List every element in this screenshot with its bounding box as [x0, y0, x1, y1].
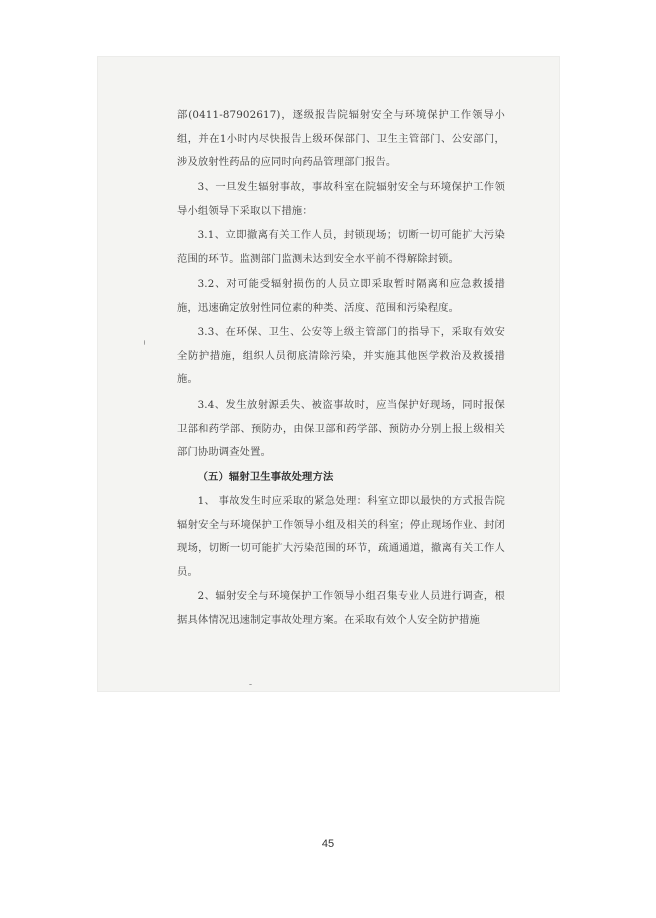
paragraph-investigation: 2、辐射安全与环境保护工作领导小组召集专业人员进行调查，根据具体情况迅速制定事故处理方案。在采取有效个人安全防护措施 — [177, 590, 505, 626]
document-body — [97, 56, 560, 692]
paragraph-measure-3-2: 3.2、对可能受辐射损伤的人员立即采取暂时隔离和应急救援措施，迅速确定放射性同位素的种类、活度、范围和污染程度。 — [177, 278, 505, 314]
paragraph-measures-intro: 3、一旦发生辐射事故，事故科室在院辐射安全与环境保护工作领导小组领导下采取以下措施： — [177, 181, 505, 217]
paragraph-measure-3-1: 3.1、立即撤离有关工作人员，封锁现场；切断一切可能扩大污染范围的环节。监测部门监测未达到安全水平前不得解除封锁。 — [177, 229, 505, 265]
page-number: 45 — [321, 838, 335, 850]
scan-speck — [144, 340, 145, 345]
paragraph-measure-3-4: 3.4、发生放射源丢失、被盗事故时，应当保护好现场，同时报保卫部和药学部、预防办，由保卫部和药学部、预防办分别上报上级相关部门协助调查处置。 — [177, 399, 505, 459]
section-heading: （五）辐射卫生事故处理方法 — [197, 471, 334, 483]
scan-speck — [249, 684, 252, 685]
paragraph-emergency-handling: 1、 事故发生时应采取的紧急处理：科室立即以最快的方式报告院辐射安全与环境保护工作领导小组及相关的科室；停止现场作业、封闭现场，切断一切可能扩大污染范围的环节，疏通通道，撤离有关工作人员。 — [177, 495, 505, 578]
paragraph-report-chain: 部(0411-87902617)，逐级报告院辐射安全与环境保护工作领导小组，并在1小时内尽快报告上级环保部门、卫生主管部门、公安部门，涉及放射性药品的应同时向药品管理部门报告。 — [177, 109, 505, 169]
scanned-page — [97, 56, 560, 692]
paragraph-measure-3-3: 3.3、在环保、卫生、公安等上级主管部门的指导下，采取有效安全防护措施，组织人员彻底清除污染，并实施其他医学救治及救援措施。 — [177, 326, 505, 386]
